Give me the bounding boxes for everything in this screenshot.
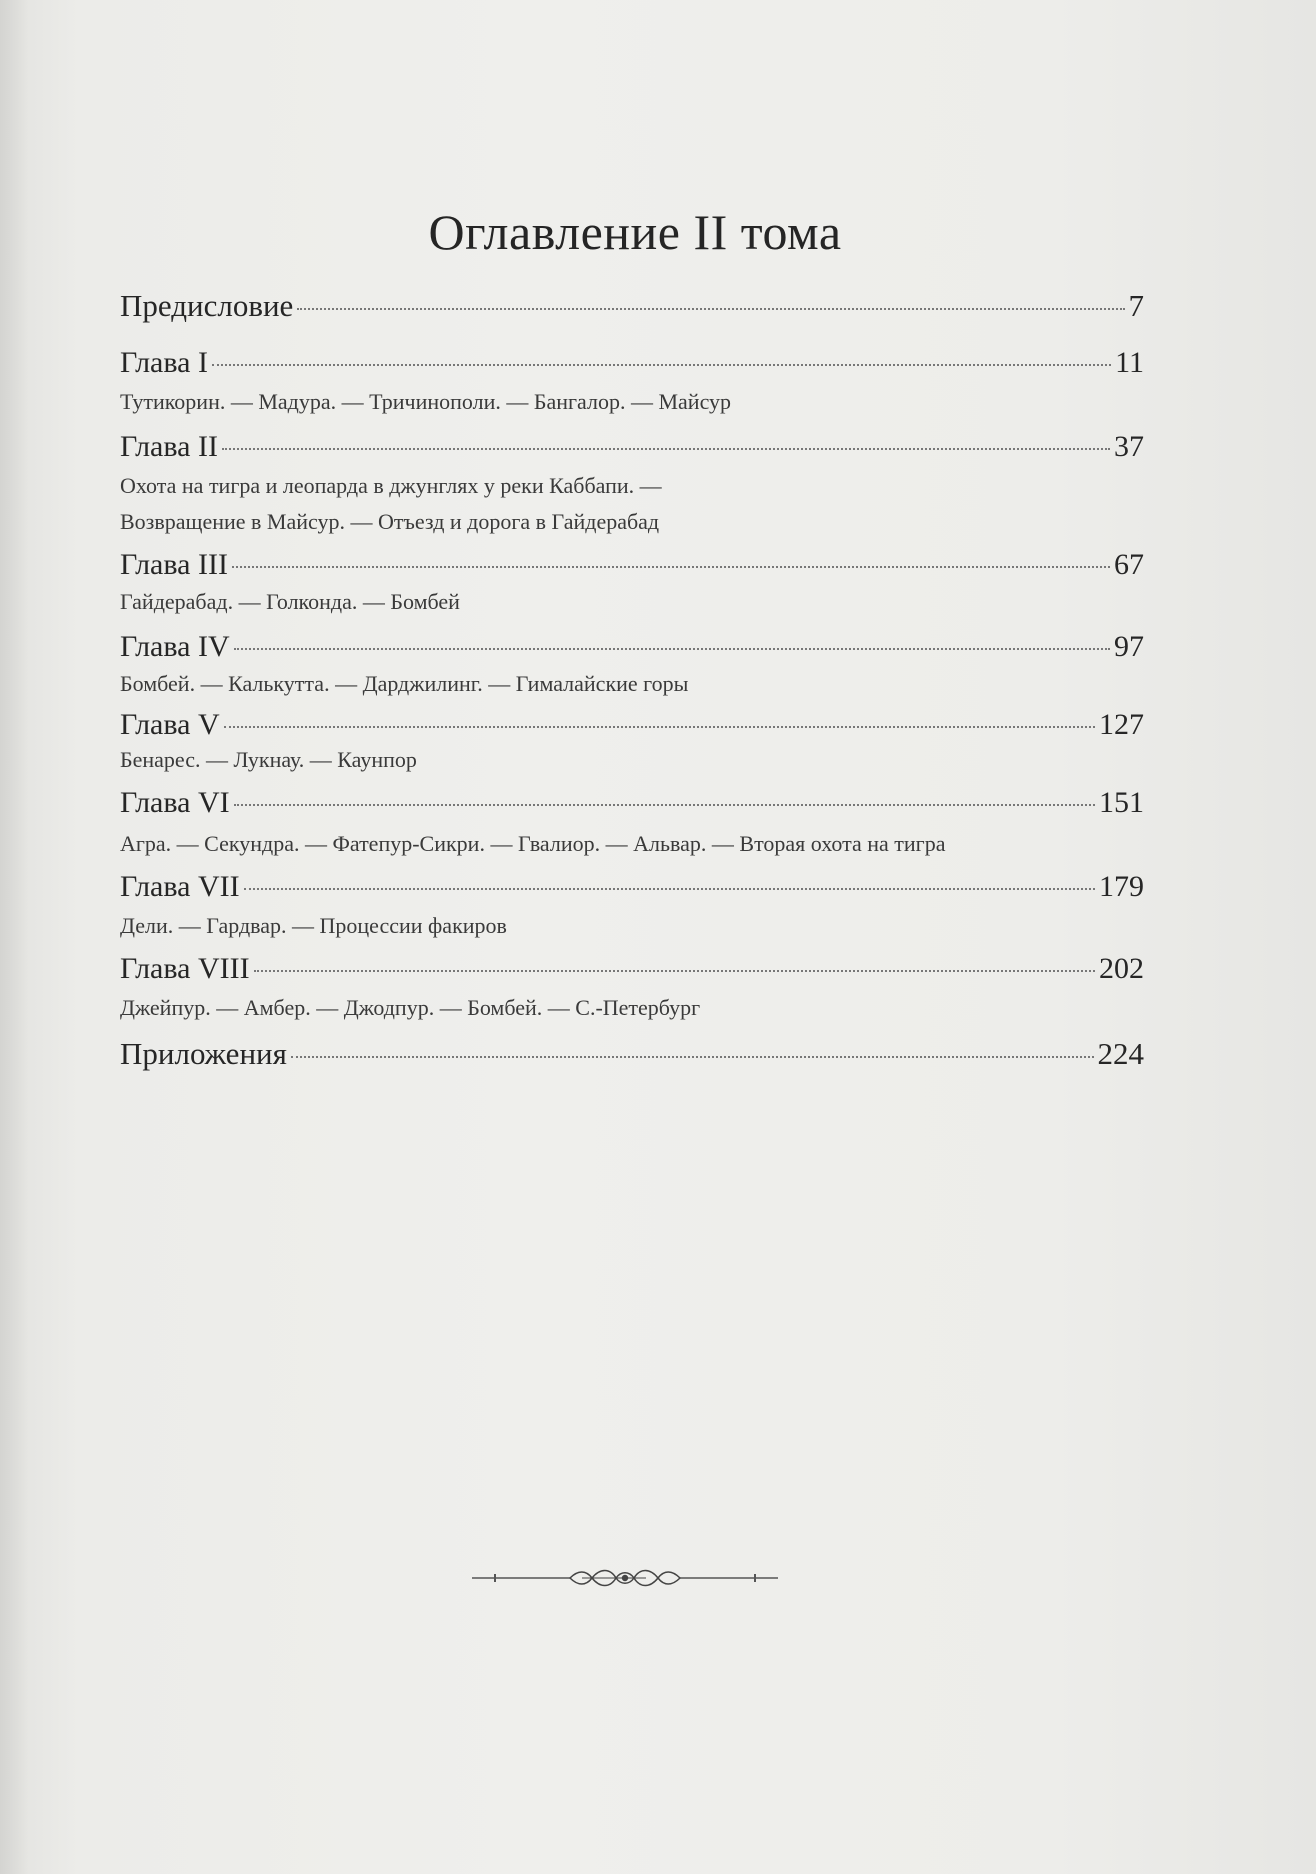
toc-page-number: 179 <box>1099 870 1144 903</box>
toc-chapter-subtitle: Дели. — Гардвар. — Процессии факиров <box>120 913 507 938</box>
toc-chapter-subtitle: Гайдерабад. — Голконда. — Бомбей <box>120 589 460 614</box>
toc-page-number: 67 <box>1114 548 1144 581</box>
toc-entry-chapter-5 <box>120 708 1144 742</box>
toc-entry-appendices <box>120 1036 1144 1072</box>
toc-page-number: 127 <box>1099 708 1144 741</box>
toc-chapter-subtitle: Возвращение в Майсур. — Отъезд и дорога в Гайдерабад <box>120 509 660 534</box>
dot-leader <box>291 1056 1094 1058</box>
table-of-contents <box>120 288 1144 1072</box>
toc-entry-chapter-3 <box>120 548 1144 582</box>
page-gutter-shadow <box>0 0 28 1874</box>
toc-chapter-subtitle: Охота на тигра и леопарда в джунглях у реки Каббапи. — <box>120 473 662 498</box>
toc-chapter-subtitle: Агра. — Секундра. — Фатепур-Сикри. — Гвалиор. — Альвар. — Вторая охота на тигра <box>120 831 946 856</box>
toc-page-number: 202 <box>1099 952 1144 985</box>
toc-entry-label: Глава V <box>120 708 220 741</box>
toc-entry-label: Глава I <box>120 346 208 379</box>
toc-entry-label: Глава III <box>120 548 228 581</box>
dot-leader <box>244 888 1095 890</box>
toc-entry-chapter-4 <box>120 630 1144 664</box>
toc-chapter-subtitle: Бенарес. — Лукнау. — Каунпор <box>120 747 417 772</box>
toc-entry-chapter-6 <box>120 786 1144 820</box>
dot-leader <box>234 804 1095 806</box>
toc-chapter-subtitle: Бомбей. — Калькутта. — Дарджилинг. — Гималайские горы <box>120 671 689 696</box>
toc-page-number: 151 <box>1099 786 1144 819</box>
toc-entry-label: Глава VII <box>120 870 240 903</box>
page-title: Оглавление II тома <box>428 204 842 260</box>
toc-page-number: 97 <box>1114 630 1144 663</box>
toc-entry-label: Глава VI <box>120 786 230 819</box>
toc-entry-chapter-8 <box>120 952 1144 986</box>
toc-entry-preface <box>120 288 1144 324</box>
toc-page-number: 11 <box>1115 346 1144 379</box>
toc-entry-label: Глава II <box>120 430 218 463</box>
toc-entry-chapter-1 <box>120 346 1144 380</box>
toc-page-number: 224 <box>1097 1036 1144 1071</box>
dot-leader <box>212 364 1111 366</box>
toc-entry-label: Глава VIII <box>120 952 250 985</box>
decorative-divider-icon <box>470 1563 780 1593</box>
dot-leader <box>232 566 1110 568</box>
toc-entry-label: Приложения <box>120 1036 287 1071</box>
dot-leader <box>297 308 1124 310</box>
toc-entry-label: Глава IV <box>120 630 230 663</box>
dot-leader <box>222 448 1110 450</box>
toc-chapter-subtitle: Джейпур. — Амбер. — Джодпур. — Бомбей. — С.-Петербург <box>120 995 701 1020</box>
dot-leader <box>234 648 1110 650</box>
toc-page-number: 7 <box>1128 288 1144 323</box>
toc-entry-chapter-2 <box>120 430 1144 464</box>
toc-chapter-subtitle: Тутикорин. — Мадура. — Тричинополи. — Бангалор. — Майсур <box>120 389 732 414</box>
toc-entry-chapter-7 <box>120 870 1144 904</box>
toc-entry-label: Предисловие <box>120 288 294 323</box>
dot-leader <box>254 970 1095 972</box>
toc-page-number: 37 <box>1114 430 1144 463</box>
dot-leader <box>224 726 1095 728</box>
